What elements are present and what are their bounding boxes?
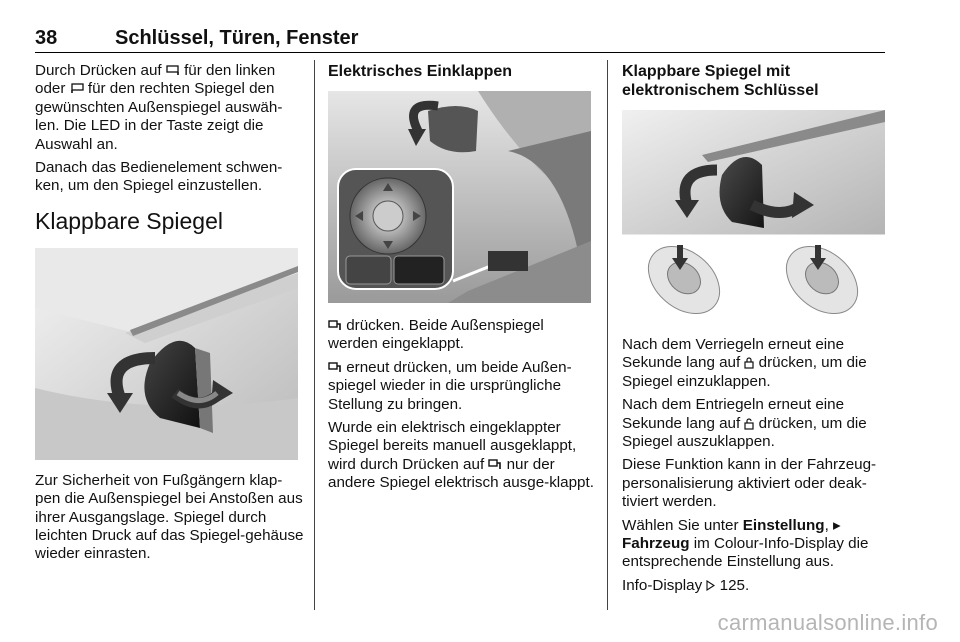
column-divider: [607, 60, 608, 610]
paragraph: Danach das Bedienelement schwen-ken, um den Spiegel einzustellen.: [35, 159, 283, 195]
unlock-icon: [744, 418, 754, 429]
paragraph: Nach dem Entriegeln erneut eine Sekunde lang auf drücken, um die Spiegel auszuklappen.: [622, 396, 867, 451]
paragraph: erneut drücken, um beide Außen-spiegel wieder in die ursprüngliche Stellung zu bringen.: [328, 358, 572, 413]
figure-electric-folding: [328, 91, 591, 303]
column-divider: [314, 60, 315, 610]
menu-arrow-icon: ▸: [833, 516, 841, 534]
column-2: [328, 62, 596, 498]
page-number: 38: [35, 27, 58, 49]
menu-vehicle: Fahrzeug: [622, 535, 690, 553]
column-3: [622, 62, 890, 600]
key-fob-lock: [635, 233, 732, 322]
page-header: [35, 27, 885, 53]
right-mirror-icon: [70, 83, 84, 94]
mirror-fold-icon: [328, 362, 342, 373]
paragraph: drücken. Beide Außenspiegel werden eingeklappt.: [328, 317, 544, 353]
lock-icon: [744, 357, 754, 368]
page-title: Schlüssel, Türen, Fenster: [115, 27, 359, 49]
left-mirror-icon: [166, 65, 180, 76]
menu-setting: Einstellung: [742, 516, 825, 534]
section-heading: Klappbare Spiegel mit elektronischem Schlüssel: [622, 63, 819, 99]
paragraph: Wählen Sie unter Einstellung, ▸ Fahrzeug im Colour-Info-Display die entsprechende Einstellung aus.: [622, 516, 869, 571]
header-rule: [35, 52, 885, 53]
figure-mirror-electronic-key: [622, 110, 885, 322]
reference-arrow-icon: [706, 580, 715, 591]
key-fob-unlock: [773, 233, 870, 322]
watermark: carmanualsonline.info: [717, 610, 938, 635]
page-reference-link[interactable]: 125.: [719, 576, 750, 594]
paragraph: Wurde ein elektrisch eingeklappter Spiegel bereits manuell ausgeklappt, wird durch Drücken auf nur der andere Spiegel elektrisch ausge-klappt.: [328, 419, 594, 492]
figure-foldable-mirror: [35, 248, 298, 460]
paragraph: Nach dem Verriegeln erneut eine Sekunde lang auf drücken, um die Spiegel einzuklappen.: [622, 336, 867, 390]
paragraph: Diese Funktion kann in der Fahrzeug-personalisierung aktiviert oder deak-tiviert werden.: [622, 456, 877, 511]
paragraph: Durch Drücken auf für den linken oder für den rechten Spiegel den gewünschten Außenspiegel auswäh-len. Die LED in der Taste zeigt die Auswahl an.: [35, 62, 283, 153]
paragraph: Zur Sicherheit von Fußgängern klap-pen die Außenspiegel bei Anstoßen aus ihrer Ausgangslage. Spiegel durch leichten Druck auf das Spiegel-gehäuse wieder einrasten.: [35, 471, 304, 563]
mirror-fold-icon: [328, 320, 342, 331]
section-heading: Klappbare Spiegel: [35, 207, 223, 234]
mirror-fold-icon: [488, 459, 502, 470]
paragraph: Info-Display 125.: [622, 576, 750, 594]
section-heading: Elektrisches Einklappen: [328, 63, 513, 80]
column-1: [35, 62, 305, 569]
